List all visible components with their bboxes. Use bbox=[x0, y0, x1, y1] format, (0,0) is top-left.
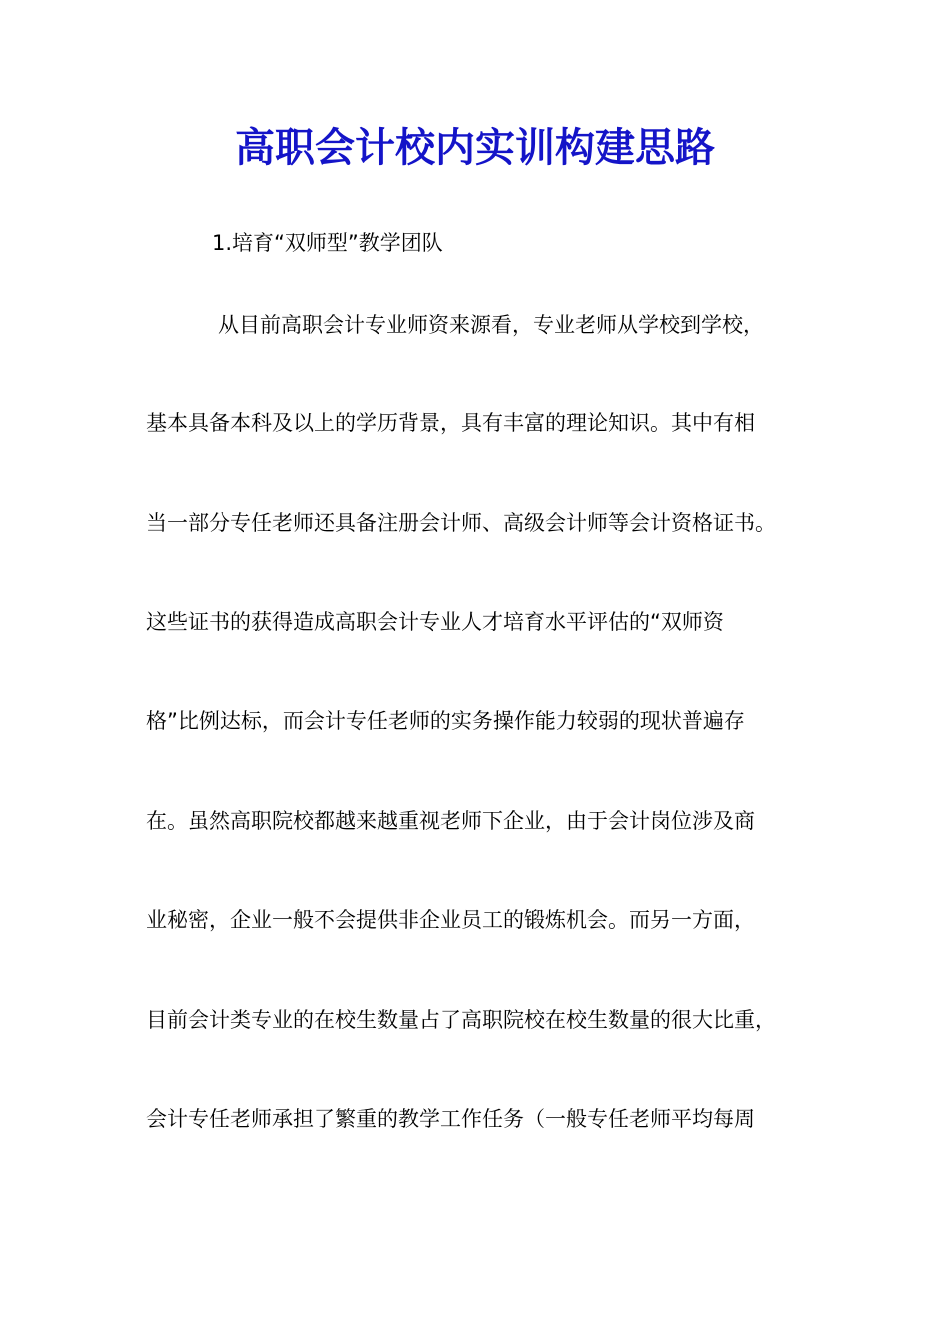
section-heading: 1.培育“双师型”教学团队 bbox=[212, 231, 443, 255]
paragraph-line-2: 基本具备本科及以上的学历背景，具有丰富的理论知识。其中有相 bbox=[146, 411, 755, 435]
document-title: 高职会计校内实训构建思路 bbox=[235, 124, 715, 171]
paragraph-line-7: 业秘密，企业一般不会提供非企业员工的锻炼机会。而另一方面， bbox=[146, 908, 755, 932]
paragraph-line-3: 当一部分专任老师还具备注册会计师、高级会计师等会计资格证书。 bbox=[146, 511, 776, 535]
paragraph-line-4: 这些证书的获得造成高职会计专业人才培育水平评估的“双师资 bbox=[146, 610, 724, 634]
paragraph-line-6: 在。虽然高职院校都越来越重视老师下企业，由于会计岗位涉及商 bbox=[146, 809, 755, 833]
paragraph-line-9: 会计专任老师承担了繁重的教学工作任务（一般专任老师平均每周 bbox=[146, 1107, 755, 1131]
paragraph-line-8: 目前会计类专业的在校生数量占了高职院校在校生数量的很大比重， bbox=[146, 1008, 776, 1032]
paragraph-line-5: 格”比例达标，而会计专任老师的实务操作能力较弱的现状普遍存 bbox=[146, 709, 745, 733]
paragraph-line-1: 从目前高职会计专业师资来源看，专业老师从学校到学校， bbox=[218, 313, 764, 337]
